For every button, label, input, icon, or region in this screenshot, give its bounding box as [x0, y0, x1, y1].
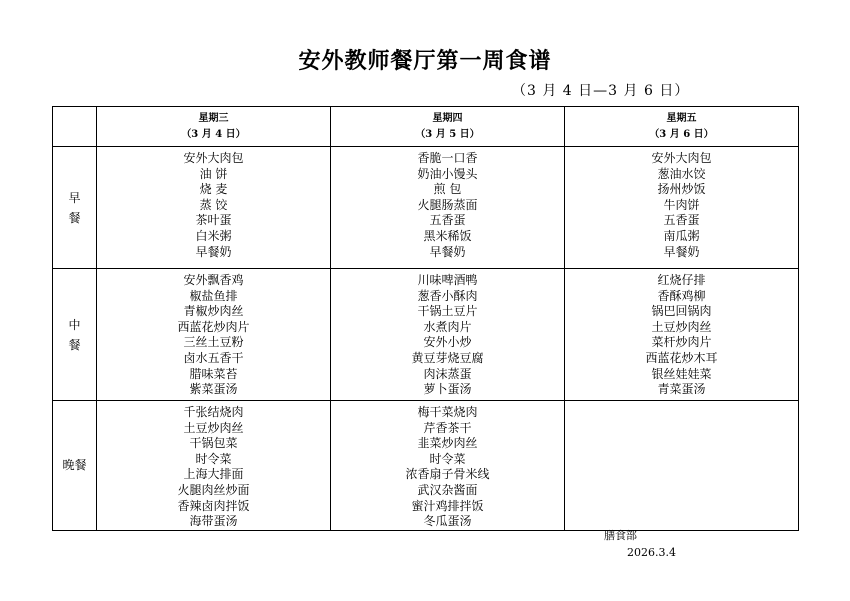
dinner-row: [53, 401, 799, 531]
dish-item: 土豆炒肉丝: [183, 420, 244, 435]
dish-item: 白米粥: [195, 228, 232, 243]
dish-item: 安外小炒: [423, 335, 472, 350]
dish-item: 早餐奶: [429, 244, 466, 259]
dish-item: 浓香扇子骨米线: [405, 467, 490, 482]
breakfast-row: [53, 147, 799, 269]
dish-item: 武汉杂酱面: [417, 482, 478, 497]
dish-item: 五香蛋: [429, 213, 466, 228]
dish-item: 锅巴回锅肉: [651, 304, 712, 319]
dish-item: 茶叶蛋: [195, 213, 232, 228]
dish-item: 时令菜: [429, 451, 466, 466]
dish-item: 韭菜炒肉丝: [417, 436, 478, 451]
dish-item: 时令菜: [195, 451, 232, 466]
dish-item: 蜜汁鸡排拌饭: [411, 498, 484, 513]
dish-item: 黄豆芽烧豆腐: [411, 350, 484, 365]
dish-item: 安外大肉包: [651, 151, 712, 165]
dish-item: 卤水五香干: [183, 350, 244, 365]
dish-item: 西蓝花炒木耳: [645, 350, 718, 365]
dish-item: 煎 包: [433, 182, 462, 197]
dish-cell: [331, 147, 565, 269]
dish-item: 扬州炒饭: [657, 182, 706, 197]
meal-label-char: 晚餐: [62, 458, 87, 473]
dish-item: 青椒炒肉丝: [183, 304, 244, 319]
meal-label-char: 餐: [68, 210, 81, 225]
meal-label: [53, 269, 97, 401]
day-date: （3 月 5 日）: [415, 128, 480, 140]
dish-cell: [331, 401, 565, 531]
dish-item: 安外飘香鸡: [183, 273, 244, 287]
day-header-fri: [565, 107, 799, 147]
dish-item: 奶油小馒头: [417, 166, 478, 181]
dish-item: 火腿肠蒸面: [417, 197, 478, 212]
day-date: （3 月 4 日）: [181, 128, 246, 140]
dish-item: 蒸 饺: [199, 197, 228, 212]
meal-label: [53, 147, 97, 269]
dish-item: 青菜蛋汤: [657, 382, 706, 397]
dish-cell: [97, 269, 331, 401]
dish-cell: [97, 147, 331, 269]
dish-item: 油 饼: [199, 166, 228, 181]
dish-item: 梅干菜烧肉: [417, 405, 478, 419]
dish-cell: [97, 401, 331, 531]
day-header-thu: [331, 107, 565, 147]
dish-item: 干锅土豆片: [417, 304, 478, 319]
header-row: [53, 107, 799, 147]
dish-item: 三丝土豆粉: [183, 335, 244, 350]
menu-table: [52, 106, 799, 531]
dish-item: 海带蛋汤: [189, 514, 238, 529]
meal-label-char: 早: [68, 190, 81, 205]
dish-item: 芹香茶干: [423, 420, 472, 435]
day-name: 星期五: [666, 112, 697, 124]
dish-item: 菜杆炒肉片: [651, 335, 712, 350]
dish-item: 土豆炒肉丝: [651, 319, 712, 334]
dish-cell: [565, 269, 799, 401]
dish-item: 干锅包菜: [189, 436, 238, 451]
dish-item: 葱油水饺: [657, 166, 706, 181]
dish-item: 川味啤酒鸭: [417, 273, 478, 287]
department-name: 膳食部: [604, 529, 637, 542]
dish-item: 香酥鸡柳: [657, 288, 706, 303]
dish-item: 千张结烧肉: [183, 405, 244, 419]
dish-item: 紫菜蛋汤: [189, 382, 238, 397]
day-name: 星期四: [432, 112, 463, 124]
day-date: （3 月 6 日）: [649, 128, 714, 140]
dish-item: 安外大肉包: [183, 151, 244, 165]
lunch-row: [53, 269, 799, 401]
dish-item: 牛肉饼: [663, 197, 700, 212]
day-header-wed: [97, 107, 331, 147]
dish-item: 火腿肉丝炒面: [177, 482, 250, 497]
dish-item: 水煮肉片: [423, 319, 472, 334]
dish-item: 五香蛋: [663, 213, 700, 228]
dish-item: 上海大排面: [183, 467, 244, 482]
dish-item: 烧 麦: [199, 182, 228, 197]
dish-item: 红烧仔排: [657, 273, 706, 287]
dish-item: 葱香小酥肉: [417, 288, 478, 303]
meal-label-char: 餐: [68, 337, 81, 352]
footer-date: 2026.3.4: [627, 546, 676, 559]
dish-item: 西蓝花炒肉片: [177, 319, 250, 334]
dish-item: 早餐奶: [195, 244, 232, 259]
dish-cell: [565, 401, 799, 531]
dish-item: 南瓜粥: [663, 228, 700, 243]
dish-item: 椒盐鱼排: [189, 288, 238, 303]
dish-item: 萝卜蛋汤: [423, 382, 472, 397]
page-title: 安外教师餐厅第一周食谱: [298, 48, 552, 74]
meal-label-char: 中: [68, 317, 81, 332]
dish-item: 肉沫蒸蛋: [423, 366, 472, 381]
dish-item: 腊味菜苔: [189, 366, 238, 381]
dish-item: 香脆一口香: [417, 151, 478, 165]
dish-cell: [331, 269, 565, 401]
day-name: 星期三: [198, 112, 229, 124]
dish-item: 黑米稀饭: [423, 228, 472, 243]
dish-cell: [565, 147, 799, 269]
date-range: （3 月 4 日—3 月 6 日）: [512, 83, 690, 99]
meal-label: [53, 401, 97, 531]
dish-item: 香辣卤肉拌饭: [177, 498, 250, 513]
dish-item: 早餐奶: [663, 244, 700, 259]
dish-item: 冬瓜蛋汤: [423, 514, 472, 529]
dish-item: 银丝娃娃菜: [651, 366, 712, 381]
corner-cell: [53, 107, 97, 147]
